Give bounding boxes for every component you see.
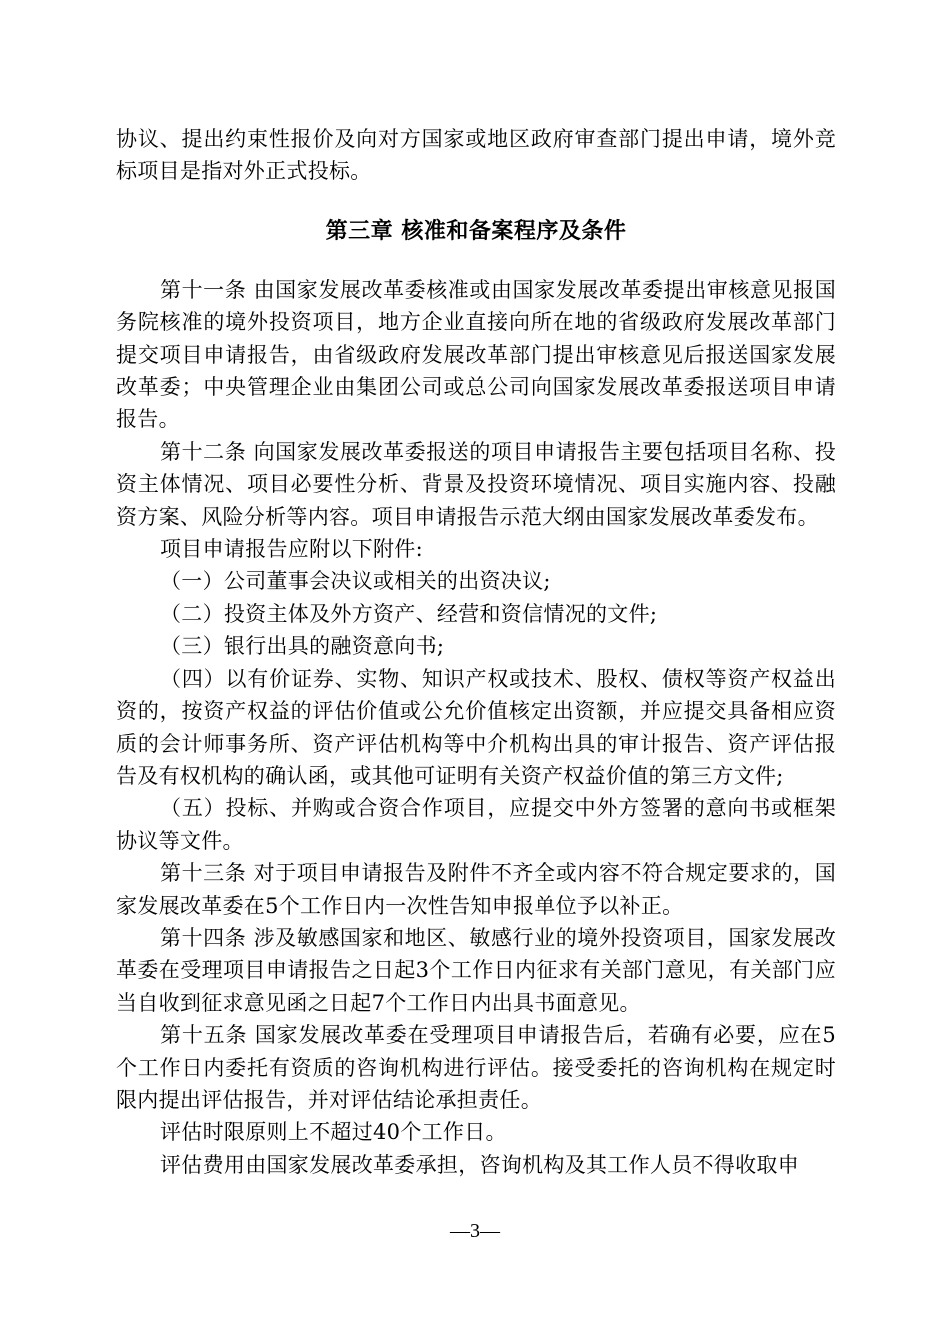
attachment-item-1: （一）公司董事会决议或相关的出资决议; (160, 569, 551, 594)
article-11: 第十一条 由国家发展改革委核准或由国家发展改革委提出审核意见报国务院核准的境外投资项目，地方企业直接向所在地的省级政府发展改革部门提交项目申请报告，由省级政府发展改革部门提出审核意见后报送国家发展改革委；中央管理企业由集团公司或总公司向国家发展改革委报送项目申请报告。 (116, 277, 836, 432)
article-15: 第十五条 国家发展改革委在受理项目申请报告后，若确有必要，应在5个工作日内委托有资质的咨询机构进行评估。接受委托的咨询机构在规定时限内提出评估报告，并对评估结论承担责任。 (116, 1023, 836, 1112)
attachment-item-2: （二）投资主体及外方资产、经营和资信情况的文件; (160, 601, 658, 626)
article-14: 第十四条 涉及敏感国家和地区、敏感行业的境外投资项目，国家发展改革委在受理项目申请报告之日起3个工作日内征求有关部门意见，有关部门应当自收到征求意见函之日起7个工作日内出具书面意见。 (116, 925, 836, 1015)
article-12: 第十二条 向国家发展改革委报送的项目申请报告主要包括项目名称、投资主体情况、项目必要性分析、背景及投资环境情况、项目实施内容、投融资方案、风险分析等内容。项目申请报告示范大纲由国家发展改革委发布。 (116, 439, 836, 529)
attachments-intro: 项目申请报告应附以下附件: (160, 537, 423, 562)
article-13: 第十三条 对于项目申请报告及附件不齐全或内容不符合规定要求的，国家发展改革委在5个工作日内一次性告知申报单位予以补正。 (116, 861, 836, 918)
page-number: —3— (450, 1220, 500, 1242)
attachment-item-5: （五）投标、并购或合资合作项目，应提交中外方签署的意向书或框架协议等文件。 (116, 796, 836, 853)
evaluation-fee: 评估费用由国家发展改革委承担，咨询机构及其工作人员不得收取申 (160, 1152, 799, 1177)
attachment-item-3: （三）银行出具的融资意向书; (160, 634, 445, 659)
chapter-title: 第三章 核准和备案程序及条件 (325, 218, 627, 244)
document-body (116, 123, 836, 1181)
attachment-item-4: （四）以有价证券、实物、知识产权或技术、股权、债权等资产权益出资的，按资产权益的评估价值或公允价值核定出资额，并应提交具备相应资质的会计师事务所、资产评估机构等中介机构出具的审计报告、资产评估报告及有权机构的确认函，或其他可证明有关资产权益价值的第三方文件; (116, 666, 836, 788)
continued-paragraph: 协议、提出约束性报价及向对方国家或地区政府审查部门提出申请，境外竞标项目是指对外正式投标。 (116, 127, 836, 184)
evaluation-time-limit: 评估时限原则上不超过40个工作日。 (160, 1120, 507, 1145)
